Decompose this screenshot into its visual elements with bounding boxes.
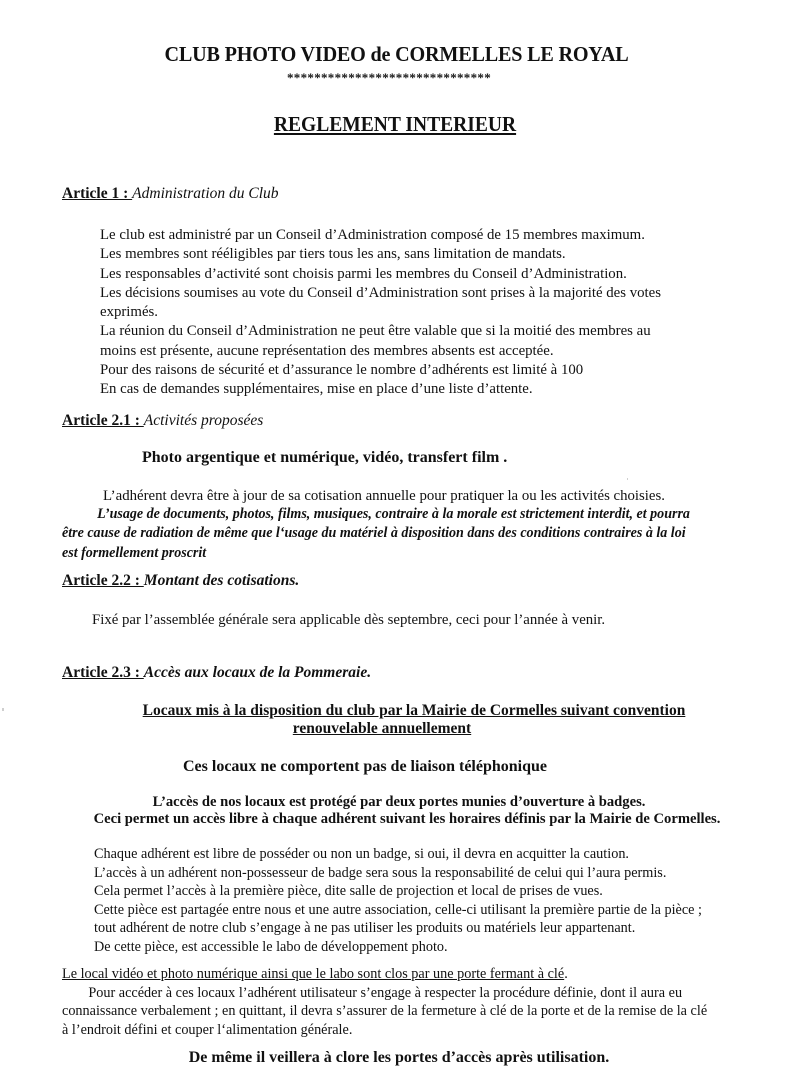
article-1-line: Les décisions soumises au vote du Conseil d’Administration sont prises à la majorité des votes [100, 283, 661, 301]
article-2-3-heading [62, 664, 371, 682]
article-2-2-title: Montant des cotisations. [143, 572, 300, 589]
article-1-line: moins est présente, aucune représentation des membres absents est acceptée. [100, 341, 554, 359]
scan-speck [2, 708, 4, 711]
procedure-line: à l’endroit défini et couper l‘alimentation générale. [62, 1021, 353, 1038]
badge-rule-line: L’accès à un adhérent non-possesseur de badge sera sous la responsabilité de celui qui l’aura permis. [94, 864, 667, 881]
badge-rule-line: Chaque adhérent est libre de posséder ou non un badge, si oui, il devra en acquitter la caution. [94, 846, 630, 862]
separator-stars: ****************************** [287, 70, 491, 85]
document-title: REGLEMENT INTERIEUR [273, 112, 517, 136]
article-1-line: Le club est administré par un Conseil d’Administration composé de 15 membres maximum. [100, 226, 645, 243]
phone-notice: Ces locaux ne comportent pas de liaison téléphonique [183, 758, 548, 775]
scan-speck [627, 478, 628, 480]
convention-line: Locaux mis à la disposition du club par la Mairie de Cormelles suivant convention [142, 702, 686, 719]
article-1-line: Les responsables d’activité sont choisis parmi les membres du Conseil d’Administration. [100, 264, 627, 282]
article-1-body [100, 225, 661, 399]
badge-rule-line: tout adhérent de notre club s’engage à ne pas utiliser les produits ou matériels leur appartenant. [94, 920, 636, 937]
convention-line: renouvelable annuellement [292, 720, 472, 737]
article-1-line: La réunion du Conseil d’Administration ne peut être valable que si la moitié des membres au [100, 322, 651, 340]
article-2-2-text: Fixé par l’assemblée générale sera applicable dès septembre, ceci pour l’année à venir. [92, 611, 606, 628]
local-notice-end: . [564, 966, 568, 982]
usage-warning-line: L’usage de documents, photos, films, musiques, contraire à la morale est strictement interdit, et pourra [97, 506, 690, 522]
activities-list: Photo argentique et numérique, vidéo, transfert film . [142, 449, 508, 466]
badge-rule-line: Cela permet l’accès à la première pièce, dite salle de projection et local de prises de vues. [94, 883, 603, 900]
badge-rules [94, 845, 702, 957]
usage-warning-line: être cause de radiation de même que l‘usage du matériel à disposition dans des conditions contraires à la loi [62, 525, 686, 542]
article-2-3-title: Accès aux locaux de la Pommeraie. [143, 664, 372, 681]
usage-warning-line: est formellement proscrit [62, 544, 207, 561]
article-1-label: Article 1 : [62, 185, 133, 202]
procedure-line: connaissance verbalement ; en quittant, il devra s’assurer de la fermeture à clé de la porte et de la remise de la clé [62, 1003, 708, 1020]
article-1-line: exprimés. [100, 303, 158, 321]
badge-access-line: Ceci permet un accès libre à chaque adhérent suivant les horaires définis par la Mairie de Cormelles. [93, 811, 721, 827]
local-notice: Le local vidéo et photo numérique ainsi que le labo sont clos par une porte fermant à clé [62, 966, 565, 982]
article-1-line: En cas de demandes supplémentaires, mise en place d’une liste d’attente. [100, 380, 533, 398]
article-2-1-title: Activités proposées [143, 412, 264, 429]
article-2-1-label: Article 2.1 : [62, 412, 144, 429]
badge-rule-line: De cette pièce, est accessible le labo de développement photo. [94, 938, 448, 955]
article-1-heading [62, 185, 279, 203]
article-2-2-heading [62, 572, 299, 590]
local-procedure [62, 965, 707, 1039]
article-1-line: Les membres sont rééligibles par tiers tous les ans, sans limitation de mandats. [100, 245, 566, 263]
badge-access-line: L’accès de nos locaux est protégé par deux portes munies d’ouverture à badges. [152, 794, 646, 810]
article-1-title: Administration du Club [132, 185, 279, 202]
article-1-line: Pour des raisons de sécurité et d’assurance le nombre d’adhérents est limité à 100 [100, 361, 584, 379]
article-2-2-label: Article 2.2 : [62, 572, 144, 589]
badge-rule-line: Cette pièce est partagée entre nous et une autre association, celle-ci utilisant la première partie de la pièce ; [94, 901, 703, 918]
article-2-1-heading [62, 412, 263, 430]
cotisation-requirement: L’adhérent devra être à jour de sa cotisation annuelle pour pratiquer la ou les activités choisies. [103, 487, 665, 504]
club-name: CLUB PHOTO VIDEO de CORMELLES LE ROYAL [164, 42, 629, 66]
usage-warning [62, 505, 690, 563]
article-2-3-label: Article 2.3 : [62, 664, 144, 681]
closing-notice: De même il veillera à clore les portes d’accès après utilisation. [188, 1049, 610, 1066]
procedure-line: Pour accéder à ces locaux l’adhérent utilisateur s’engage à respecter la procédure définie, dont il aura eu [88, 984, 683, 1001]
